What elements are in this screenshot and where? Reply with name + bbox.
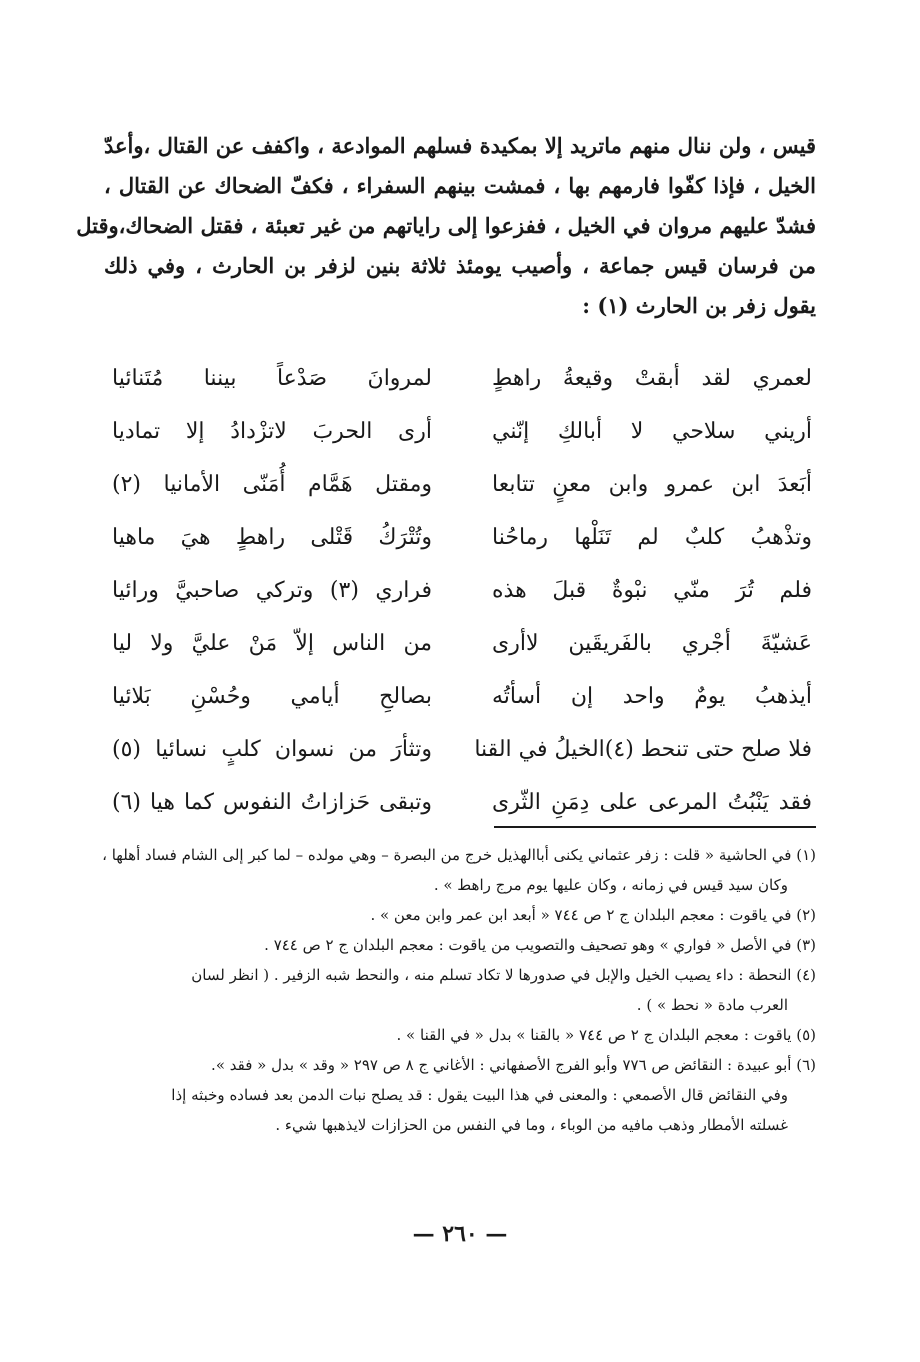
footnote-line: (٢) في ياقوت : معجم البلدان ج ٢ ص ٧٤٤ « أبعد ابن عمر وابن معن » .: [370, 906, 816, 924]
verse: [112, 458, 812, 511]
verse-first-hemistich: فقد يَنْبُتُ المرعى على دِمَنِ الثّرى: [492, 790, 812, 815]
verse-first-hemistich: عَشيّةَ أجْري بالفَريقَين لاأرى: [492, 631, 812, 656]
footnote-line: العرب مادة « نحط » ) .: [636, 996, 788, 1014]
verse-first-hemistich: أبَعدَ ابن عمرو وابن معنٍ تتابعا: [492, 472, 812, 497]
footnote-line: وكان سيد قيس في زمانه ، وكان عليها يوم مرج راهط » .: [433, 876, 788, 894]
footnote-line: (٥) ياقوت : معجم البلدان ج ٢ ص ٧٤٤ « بالقنا » بدل « في القنا » .: [396, 1026, 816, 1044]
footnote-line: وفي النقائض قال الأصمعي : والمعنى في هذا البيت يقول : قد يصلح نبات الدمن بعد فساده وخبثه إذا: [171, 1086, 788, 1104]
footnote-line: (٦) أبو عبيدة : النقائض ص ٧٧٦ وأبو الفرج الأصفهاني : الأغاني ج ٨ ص ٢٩٧ « وقد » بدل « فقد ».: [211, 1056, 816, 1074]
verse-first-hemistich: لعمري لقد أبقتْ وقيعةُ راهطٍ: [492, 366, 812, 391]
verse-first-hemistich: وتذْهبُ كلبٌ لم تَنَلْها رماحُنا: [492, 525, 812, 550]
verse-second-hemistich: وتُتْرَكُ قَتْلى راهطٍ هيَ ماهيا: [112, 525, 432, 550]
verse: [112, 617, 812, 670]
verse-first-hemistich: أيذهبُ يومٌ واحد إن أسأتُه: [492, 684, 812, 709]
verse-second-hemistich: ومقتل هَمَّام أُمَنّى الأمانيا (٢): [112, 472, 432, 497]
verse-second-hemistich: من الناس إلاّ مَنْ عليَّ ولا ليا: [112, 631, 432, 656]
prose-line: قيس ، ولن ننال منهم ماتريد إلا بمكيدة فسلهم الموادعة ، واكفف عن القتال ،وأعدّ: [104, 133, 816, 158]
verse: [112, 776, 812, 829]
verse-first-hemistich: أريني سلاحي لا أبالكِ إنّني: [492, 419, 812, 444]
verse: [112, 405, 812, 458]
verse: [112, 670, 812, 723]
verse-first-hemistich: فلم تُرَ منّي نبْوةٌ قبلَ هذه: [492, 578, 812, 603]
poem: [112, 352, 812, 829]
prose-line: الخيل ، فإذا كفّوا فارمهم بها ، فمشت بينهم السفراء ، فكفّ الضحاك عن القتال ،: [104, 173, 816, 198]
prose-line: فشدّ عليهم مروان في الخيل ، ففزعوا إلى راياتهم من غير تعبئة ، فقتل الضحاك،وقتل: [76, 213, 816, 238]
verse-first-hemistich: فلا صلح حتى تنحط (٤)الخيلُ في القنا: [474, 737, 812, 762]
verse-second-hemistich: أرى الحربَ لاتزْدادُ إلا تماديا: [112, 419, 432, 444]
prose-paragraph: [76, 126, 816, 326]
footnotes: [104, 840, 816, 1140]
footnote-line: غسلته الأمطار وذهب مافيه من الوباء ، وما في النفس من الحزازات لايذهبها شيء .: [275, 1116, 788, 1134]
verse: [112, 511, 812, 564]
prose-line: من فرسان قيس جماعة ، وأصيب يومئذ ثلاثة بنين لزفر بن الحارث ، وفي ذلك: [104, 253, 816, 278]
prose-line: يقول زفر بن الحارث (١) :: [582, 293, 816, 318]
verse-second-hemistich: بصالحِ أيامي وحُسْنِ بَلائيا: [112, 684, 432, 709]
footnote-separator: [494, 826, 816, 828]
verse-second-hemistich: وتبقى حَزازاتُ النفوس كما هيا (٦): [112, 790, 432, 815]
verse: [112, 564, 812, 617]
verse-second-hemistich: لمروانَ صَدْعاً بيننا مُتَنائيا: [112, 366, 432, 391]
verse-second-hemistich: فراري (٣) وتركي صاحبيَّ ورائيا: [112, 578, 432, 603]
verse: [112, 723, 812, 776]
footnote-line: (٤) النحطة : داء يصيب الخيل والإبل في صدورها لا تكاد تسلم منه ، والنحط شبه الزفير . ( انظر لسان: [191, 966, 816, 984]
footnote-line: (٣) في الأصل « فواري » وهو تصحيف والتصويب من ياقوت : معجم البلدان ج ٢ ص ٧٤٤ .: [264, 936, 816, 954]
page-number: — ٢٦٠ —: [412, 1221, 508, 1247]
verse-second-hemistich: وتثأرَ من نسوان كلبٍ نسائيا (٥): [112, 737, 432, 762]
verse: [112, 352, 812, 405]
footnote-line: (١) في الحاشية « قلت : زفر عثماني يكنى أباالهذيل خرج من البصرة – وهي مولده – لما كبر إلى الشام فساد أهلها ،: [102, 846, 816, 864]
